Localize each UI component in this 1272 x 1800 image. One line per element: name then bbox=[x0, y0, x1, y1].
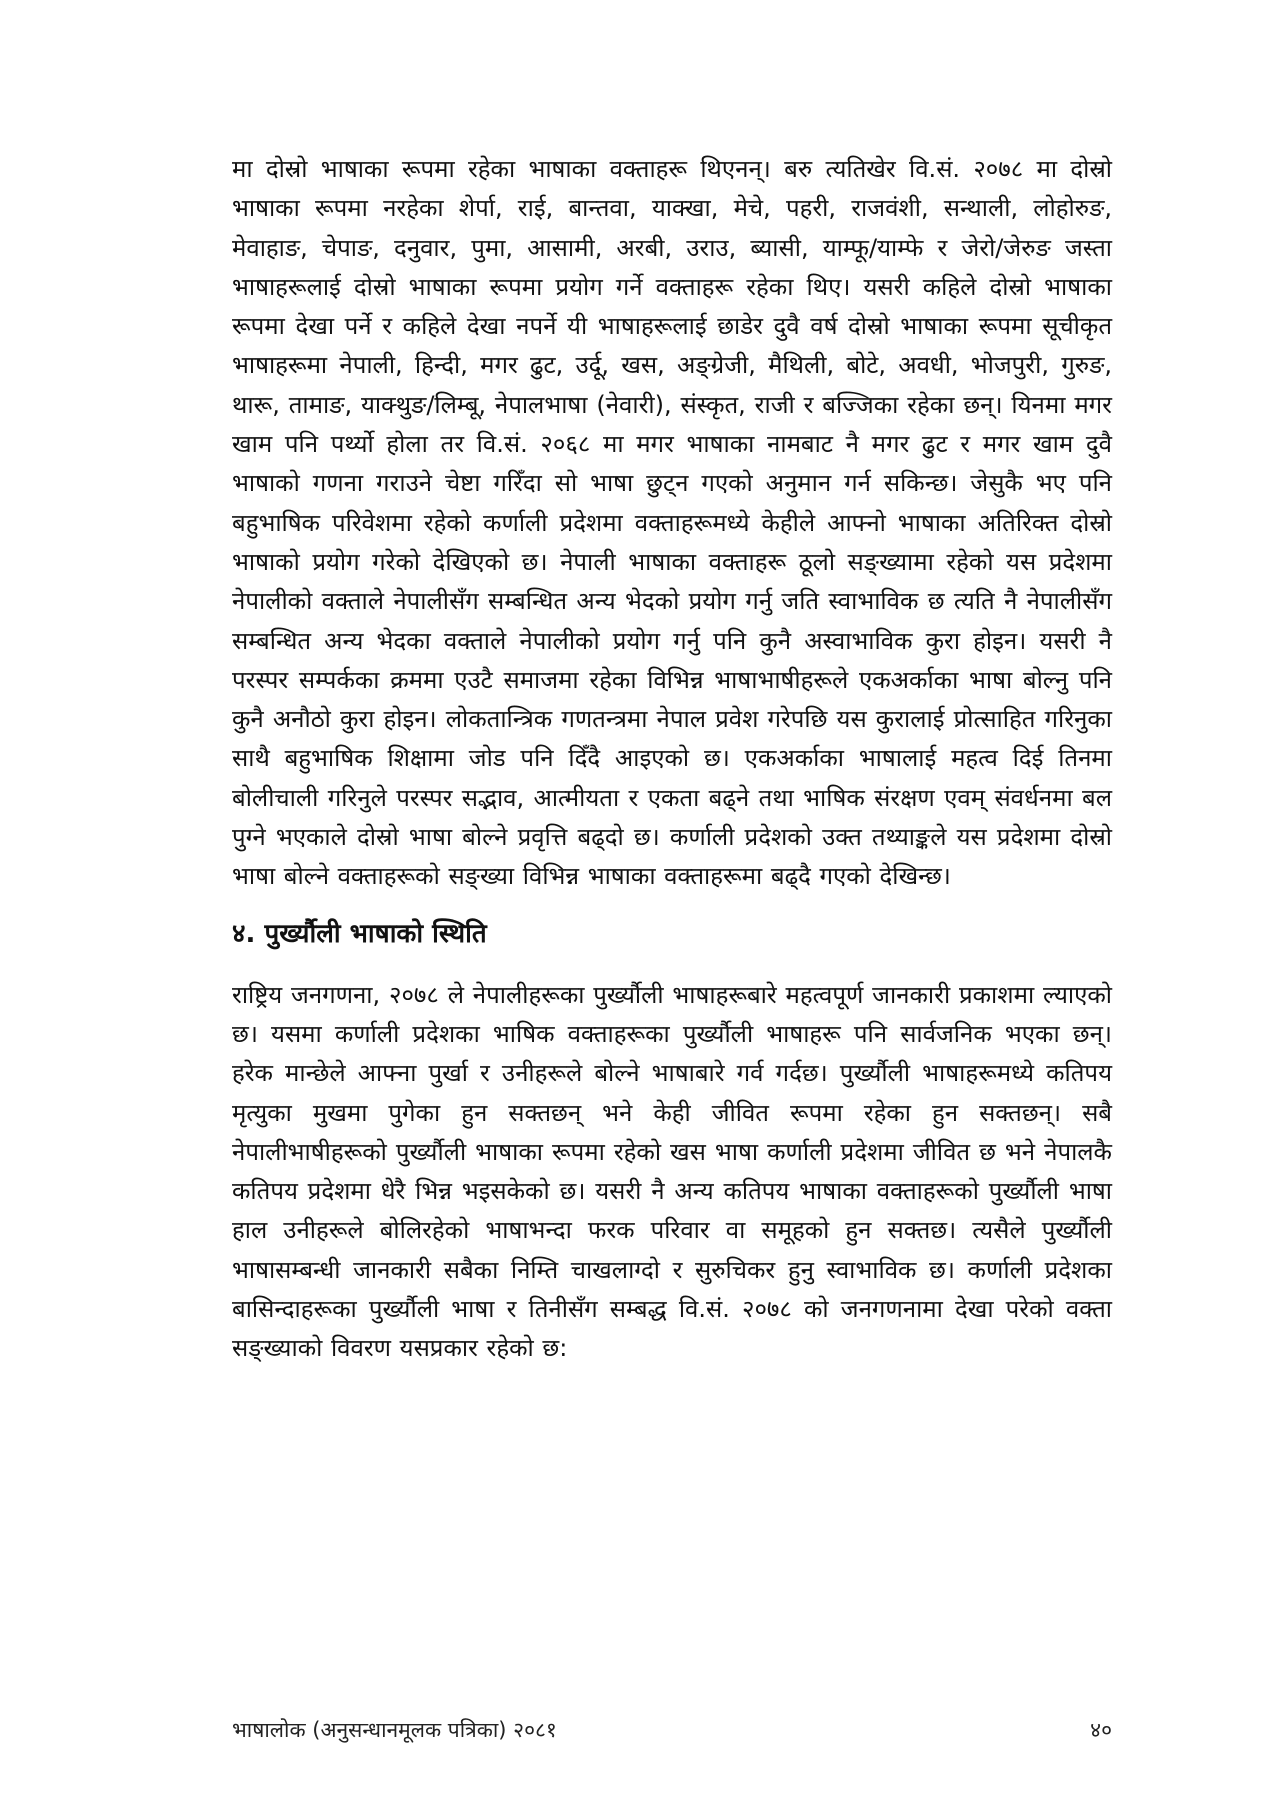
body-paragraph-ancestral-language: राष्ट्रिय जनगणना, २०७८ ले नेपालीहरूका पुर्ख्यौली भाषाहरूबारे महत्वपूर्ण जानकारी प्रकाशमा ल्याएको छ। यसमा कर्णाली प्रदेशका भाषिक वक्ताहरूका पुर्ख्यौली भाषाहरू पनि सार्वजनिक भएका छन्। हरेक मान्छेले आफ्ना पुर्खा र उनीहरूले बोल्ने भाषाबारे गर्व गर्दछ। पुर्ख्यौली भाषाहरूमध्ये कतिपय मृत्युका मुखमा पुगेका हुन सक्तछन् भने केही जीवित रूपमा रहेका हुन सक्तछन्। सबै नेपालीभाषीहरूको पुर्ख्यौली भाषाका रूपमा रहेको खस भाषा कर्णाली प्रदेशमा जीवित छ भने नेपालकै कतिपय प्रदेशमा धेरै भिन्न भइसकेको छ। यसरी नै अन्य कतिपय भाषाका वक्ताहरूको पुर्ख्यौली भाषा हाल उनीहरूले बोलिरहेको भाषाभन्दा फरक परिवार वा समूहको हुन सक्तछ। त्यसैले पुर्ख्यौली भाषासम्बन्धी जानकारी सबैका निम्ति चाखलाग्दो र सुरुचिकर हुनु स्वाभाविक छ। कर्णाली प्रदेशका बासिन्दाहरूका पुर्ख्यौली भाषा र तिनीसँग सम्बद्ध वि.सं. २०७८ को जनगणनामा देखा परेको वक्ता सङ्ख्याको विवरण यसप्रकार रहेको छ: bbox=[232, 980, 1112, 1363]
page-footer bbox=[232, 1716, 1112, 1744]
body-paragraph-continued: मा दोस्रो भाषाका रूपमा रहेका भाषाका वक्ताहरू थिएनन्। बरु त्यतिखेर वि.सं. २०७८ मा दोस्रो भाषाका रूपमा नरहेका शेर्पा, राई, बान्तवा, याक्खा, मेचे, पहरी, राजवंशी, सन्थाली, लोहोरुङ, मेवाहाङ, चेपाङ, दनुवार, पुमा, आसामी, अरबी, उराउ, ब्यासी, याम्फू/याम्फे र जेरो/जेरुङ जस्ता भाषाहरूलाई दोस्रो भाषाका रूपमा प्रयोग गर्ने वक्ताहरू रहेका थिए। यसरी कहिले दोस्रो भाषाका रूपमा देखा पर्ने र कहिले देखा नपर्ने यी भाषाहरूलाई छाडेर दुवै वर्ष दोस्रो भाषाका रूपमा सूचीकृत भाषाहरूमा नेपाली, हिन्दी, मगर ढुट, उर्दू, खस, अङ्ग्रेजी, मैथिली, बोटे, अवधी, भोजपुरी, गुरुङ, थारू, तामाङ, याक्थुङ/लिम्बू, नेपालभाषा (नेवारी), संस्कृत, राजी र बज्जिका रहेका छन्। यिनमा मगर खाम पनि पर्थ्यो होला तर वि.सं. २०६८ मा मगर भाषाका नामबाट नै मगर ढुट र मगर खाम दुवै भाषाको गणना गराउने चेष्टा गरिँदा सो भाषा छुट्न गएको अनुमान गर्न सकिन्छ। जेसुकै भए पनि बहुभाषिक परिवेशमा रहेको कर्णाली प्रदेशमा वक्ताहरूमध्ये केहीले आफ्नो भाषाका अतिरिक्त दोस्रो भाषाको प्रयोग गरेको देखिएको छ। नेपाली भाषाका वक्ताहरू ठूलो सङ्ख्यामा रहेको यस प्रदेशमा नेपालीको वक्ताले नेपालीसँग सम्बन्धित अन्य भेदको प्रयोग गर्नु जति स्वाभाविक छ त्यति नै नेपालीसँग सम्बन्धित अन्य भेदका वक्ताले नेपालीको प्रयोग गर्नु पनि कुनै अस्वाभाविक कुरा होइन। यसरी नै परस्पर सम्पर्कका क्रममा एउटै समाजमा रहेका विभिन्न भाषाभाषीहरूले एकअर्काका भाषा बोल्नु पनि कुनै अनौठो कुरा होइन। लोकतान्त्रिक गणतन्त्रमा नेपाल प्रवेश गरेपछि यस कुरालाई प्रोत्साहित गरिनुका साथै बहुभाषिक शिक्षामा जोड पनि दिँदै आइएको छ। एकअर्काका भाषालाई महत्व दिई तिनमा बोलीचाली गरिनुले परस्पर सद्भाव, आत्मीयता र एकता बढ्ने तथा भाषिक संरक्षण एवम् संवर्धनमा बल पुग्ने भएकाले दोस्रो भाषा बोल्ने प्रवृत्ति बढ्दो छ। कर्णाली प्रदेशको उक्त तथ्याङ्कले यस प्रदेशमा दोस्रो भाषा बोल्ने वक्ताहरूको सङ्ख्या विभिन्न भाषाका वक्ताहरूमा बढ्दै गएको देखिन्छ। bbox=[232, 155, 1112, 891]
page-body bbox=[232, 150, 1112, 1369]
section-heading: ४. पुर्ख्यौली भाषाको स्थिति bbox=[232, 918, 487, 949]
journal-title: भाषालोक (अनुसन्धानमूलक पत्रिका) २०८१ bbox=[232, 1718, 557, 1742]
page-number: ४० bbox=[1090, 1718, 1112, 1742]
